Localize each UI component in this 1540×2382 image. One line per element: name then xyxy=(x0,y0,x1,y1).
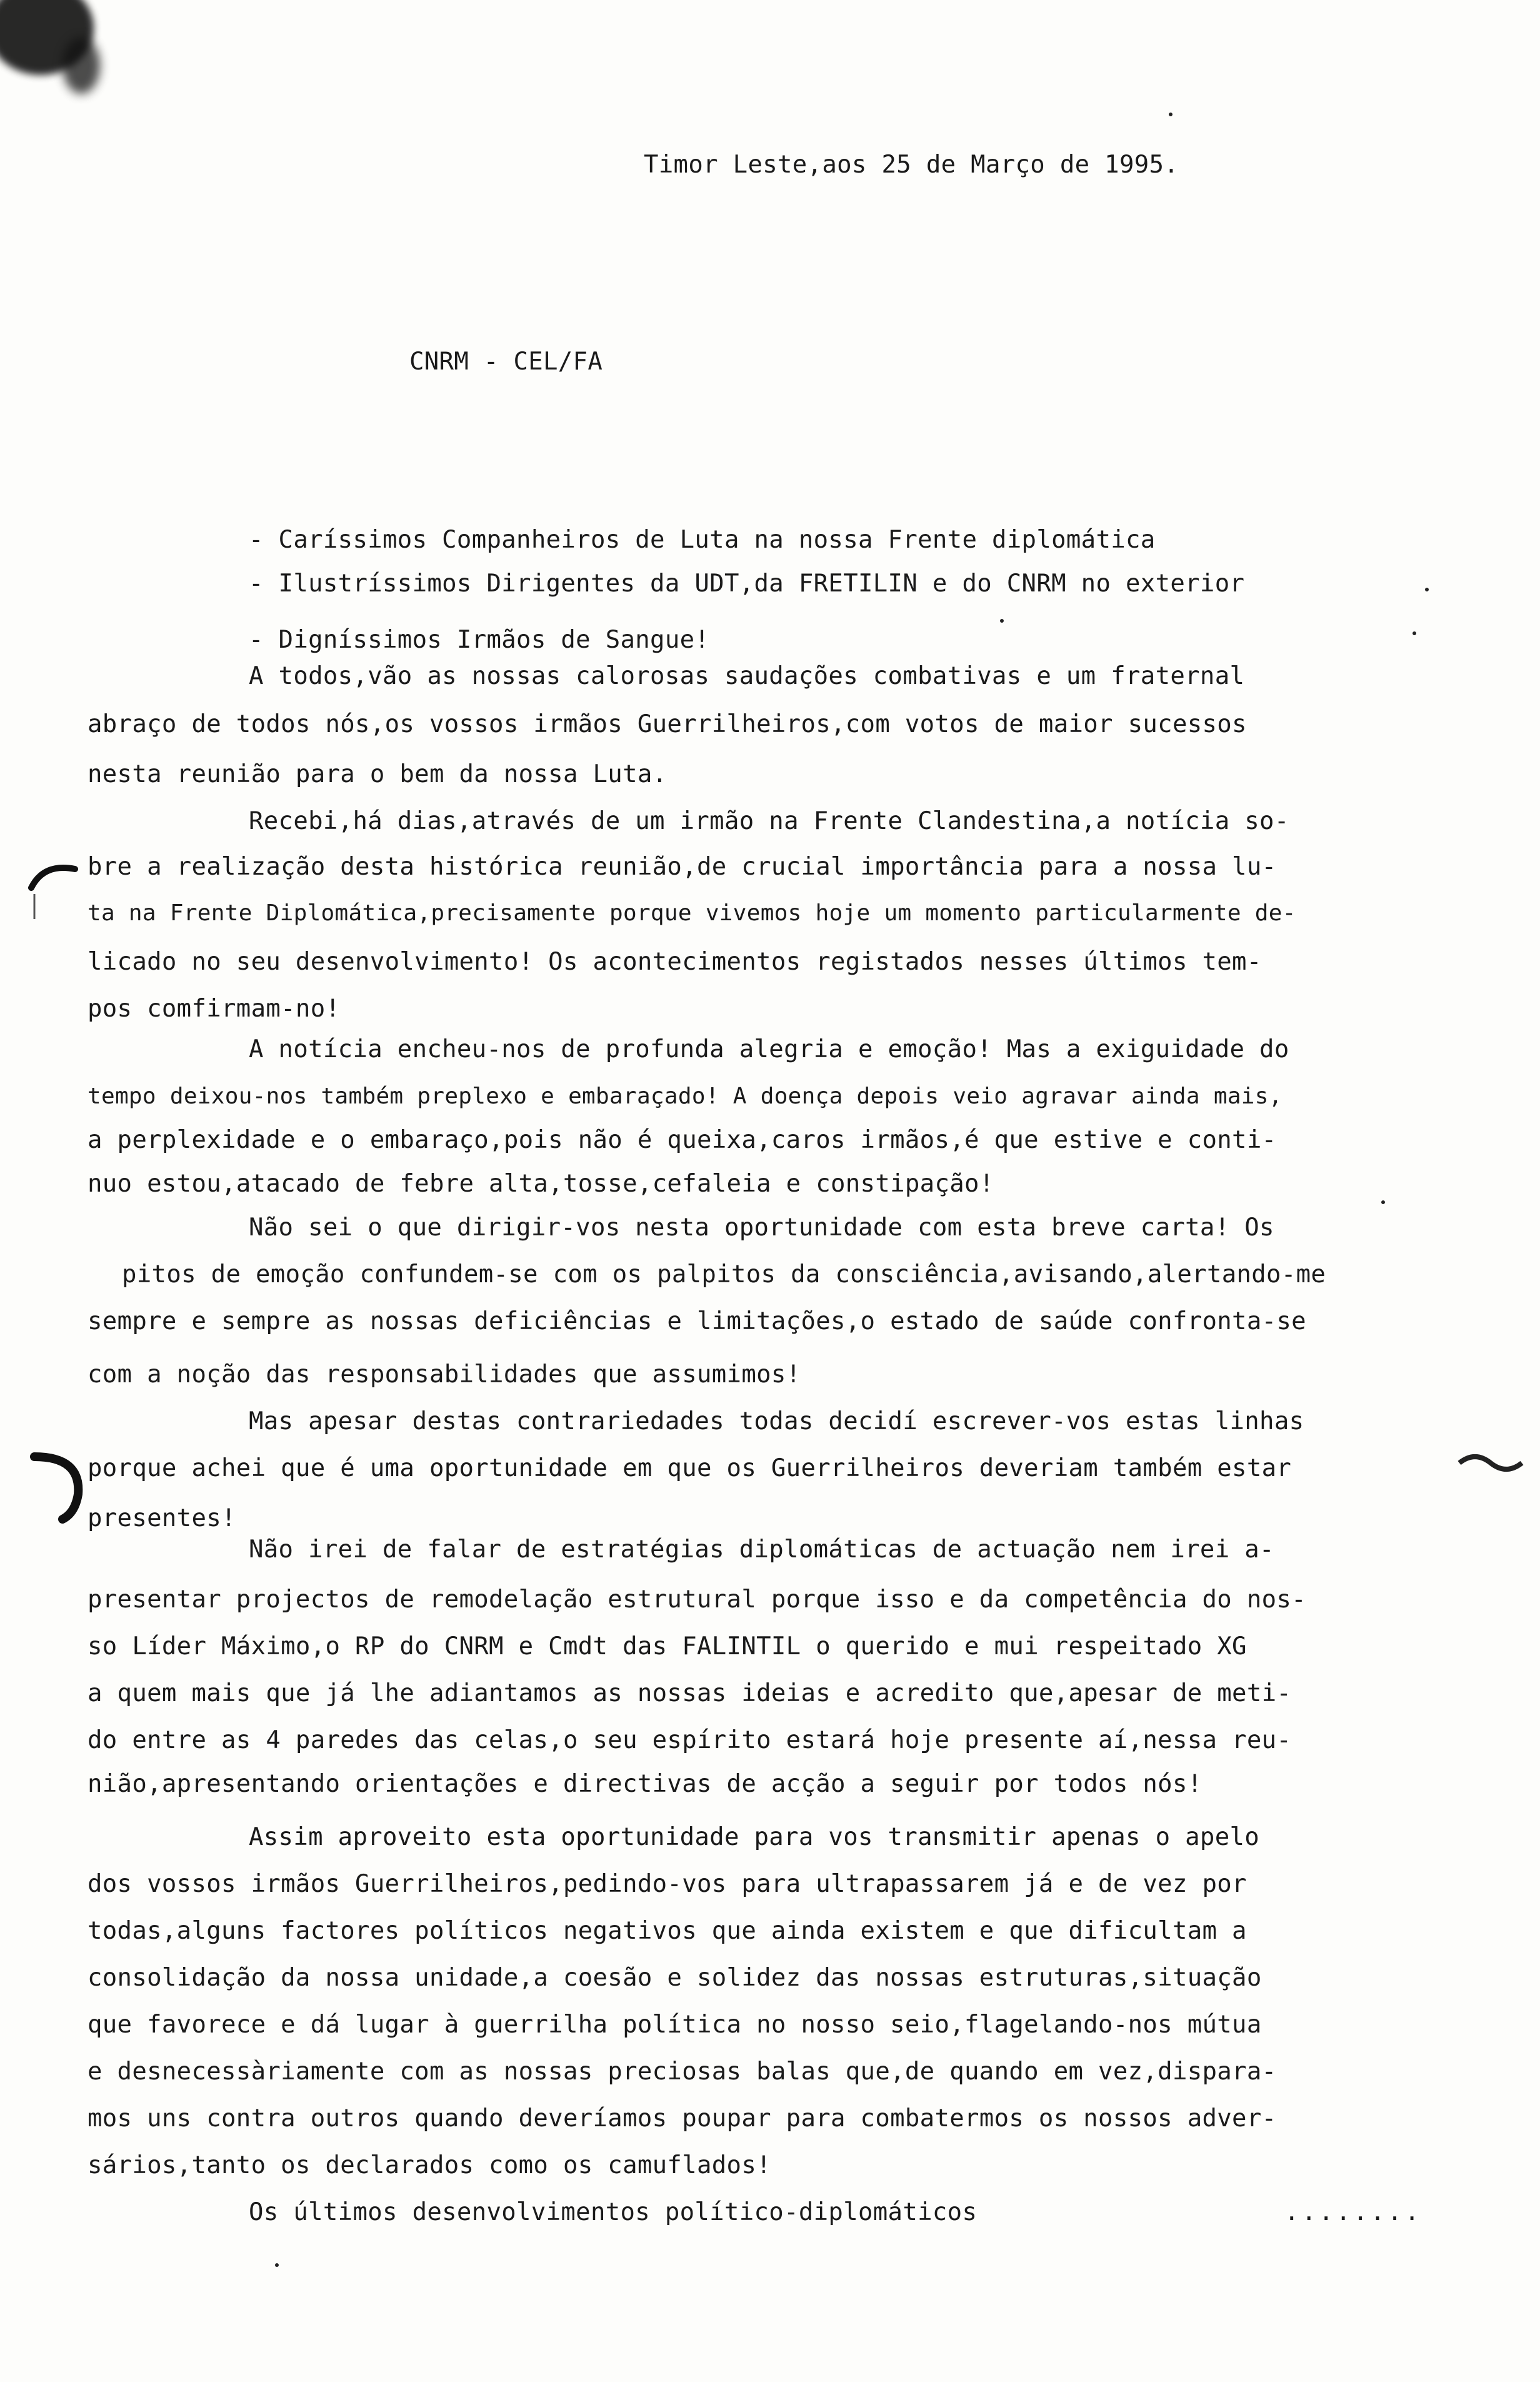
body-line: A notícia encheu-nos de profunda alegria e emoção! Mas a exiguidade do xyxy=(249,1035,1289,1063)
body-line: mos uns contra outros quando deveríamos poupar para combatermos os nossos adver- xyxy=(88,2104,1277,2133)
body-line: pitos de emoção confundem-se com os palpitos da consciência,avisando,alertando-me xyxy=(122,1260,1326,1289)
body-line: sempre e sempre as nossas deficiências e limitações,o estado de saúde confronta-se xyxy=(88,1307,1306,1335)
speck xyxy=(1381,1200,1385,1204)
body-line: que favorece e dá lugar à guerrilha política no nosso seio,flagelando-nos mútua xyxy=(88,2011,1262,2039)
body-line: Assim aproveito esta oportunidade para vos transmitir apenas o apelo xyxy=(249,1823,1260,1851)
punch-mark-lower xyxy=(25,1444,94,1525)
body-line-last: Os últimos desenvolvimentos político-diplomáticos xyxy=(249,2198,978,2226)
speck xyxy=(1000,619,1004,623)
speck xyxy=(1425,588,1429,591)
speck xyxy=(1169,113,1172,116)
body-line: sários,tanto os declarados como os camuflados! xyxy=(88,2151,771,2179)
body-line: com a noção das responsabilidades que assumimos! xyxy=(88,1360,801,1389)
body-line: abraço de todos nós,os vossos irmãos Guerrilheiros,com votos de maior sucessos xyxy=(88,710,1247,738)
body-line: e desnecessàriamente com as nossas preciosas balas que,de quando em vez,dispara- xyxy=(88,2058,1277,2086)
date-line: Timor Leste,aos 25 de Março de 1995. xyxy=(644,151,1179,179)
body-line: A todos,vão as nossas calorosas saudações combativas e um fraternal xyxy=(249,662,1245,690)
punch-mark-upper xyxy=(25,857,81,925)
salutation-2: - Ilustríssimos Dirigentes da UDT,da FRETILIN e do CNRM no exterior xyxy=(249,570,1245,598)
body-line: Não sei o que dirigir-vos nesta oportunidade com esta breve carta! Os xyxy=(249,1214,1274,1242)
body-line: Não irei de falar de estratégias diplomáticas de actuação nem irei a- xyxy=(249,1535,1274,1564)
body-line: presentar projectos de remodelação estrutural porque isso e da competência do nos- xyxy=(88,1585,1306,1614)
body-line: dos vossos irmãos Guerrilheiros,pedindo-vos para ultrapassarem já e de vez por xyxy=(88,1870,1247,1898)
body-line: porque achei que é uma oportunidade em que os Guerrilheiros deveriam também estar xyxy=(88,1454,1292,1482)
body-line: licado no seu desenvolvimento! Os acontecimentos registados nesses últimos tem- xyxy=(88,948,1262,976)
body-line: nesta reunião para o bem da nossa Luta. xyxy=(88,760,668,788)
body-line: bre a realização desta histórica reunião,de crucial importância para a nossa lu- xyxy=(88,853,1277,881)
salutation-1: - Caríssimos Companheiros de Luta na nossa Frente diplomática xyxy=(249,526,1156,554)
body-line: Mas apesar destas contrariedades todas decidí escrever-vos estas linhas xyxy=(249,1407,1304,1435)
body-line: a quem mais que já lhe adiantamos as nossas ideias e acredito que,apesar de meti- xyxy=(88,1679,1292,1707)
body-line: a perplexidade e o embaraço,pois não é queixa,caros irmãos,é que estive e conti- xyxy=(88,1126,1277,1154)
body-line: tempo deixou-nos também preplexo e embaraçado! A doença depois veio agravar ainda mais, xyxy=(88,1083,1282,1109)
body-line: nuo estou,atacado de febre alta,tosse,cefaleia e constipação! xyxy=(88,1170,994,1198)
body-line: todas,alguns factores políticos negativos que ainda existem e que dificultam a xyxy=(88,1917,1247,1945)
ink-blot-top-left-small xyxy=(62,38,100,94)
smudge-right xyxy=(1456,1444,1525,1482)
body-line: do entre as 4 paredes das celas,o seu espírito estará hoje presente aí,nessa reu- xyxy=(88,1726,1292,1754)
body-line: so Líder Máximo,o RP do CNRM e Cmdt das FALINTIL o querido e mui respeitado XG xyxy=(88,1632,1247,1661)
body-line: Recebi,há dias,através de um irmão na Frente Clandestina,a notícia so- xyxy=(249,807,1289,835)
speck xyxy=(275,2263,279,2267)
reference-code: CNRM - CEL/FA xyxy=(409,348,603,376)
body-line: consolidação da nossa unidade,a coesão e solidez das nossas estruturas,situação xyxy=(88,1964,1262,1992)
body-line: pos comfirmam-no! xyxy=(88,995,341,1023)
salutation-3: - Digníssimos Irmãos de Sangue! xyxy=(249,626,710,654)
body-line: ta na Frente Diplomática,precisamente porque vivemos hoje um momento particularmente de- xyxy=(88,900,1296,926)
continuation-dots: ........ xyxy=(1284,2198,1422,2226)
body-line: nião,apresentando orientações e directivas de acção a seguir por todos nós! xyxy=(88,1770,1202,1798)
speck xyxy=(1412,631,1416,635)
body-line: presentes! xyxy=(88,1504,236,1532)
